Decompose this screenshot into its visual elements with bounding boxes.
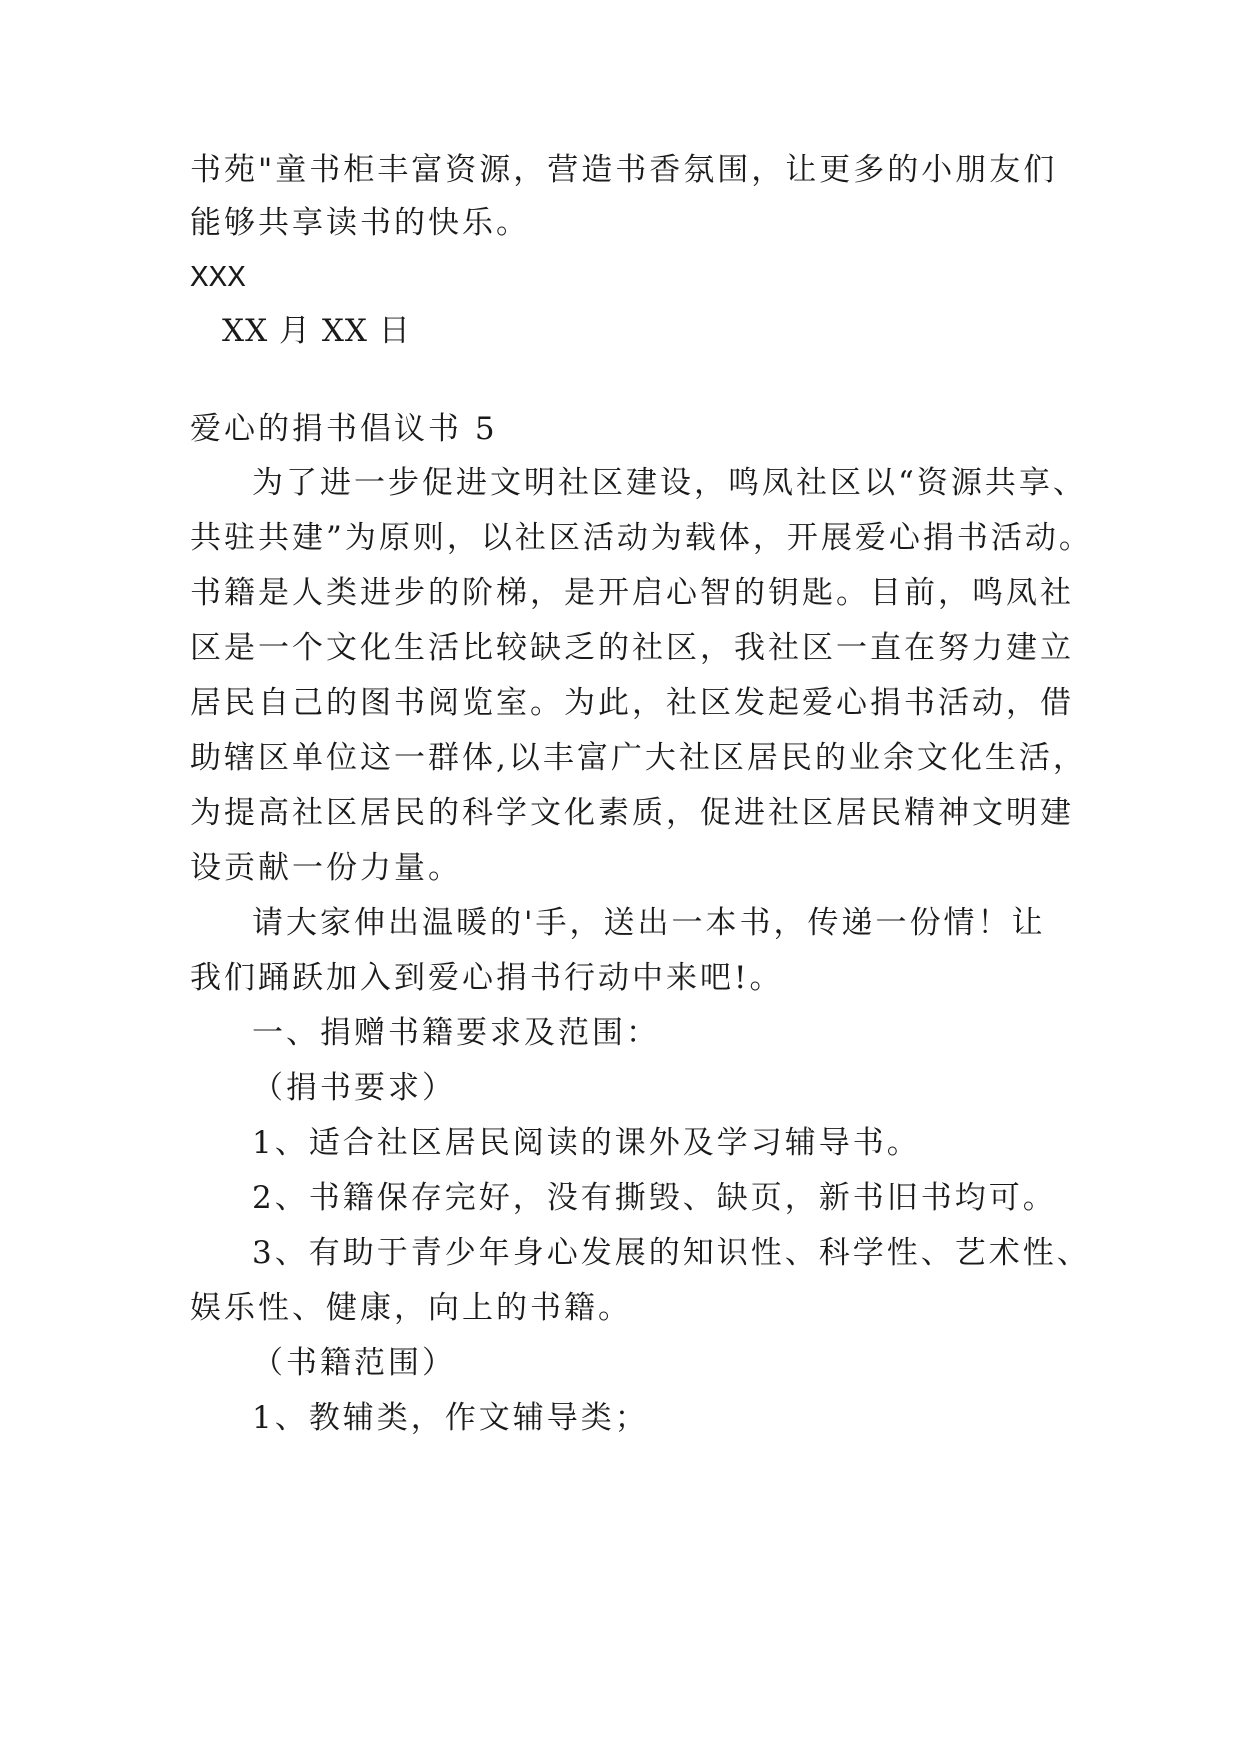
- continuation-line-2: 能够共享读书的快乐。: [190, 205, 530, 241]
- subheading-requirements: （捐书要求）: [252, 1070, 456, 1106]
- paragraph1-line-6: 助辖区单位这一群体,以丰富广大社区居民的业余文化生活，: [190, 740, 1087, 776]
- paragraph1-line-8: 设贡献一份力量。: [190, 850, 462, 886]
- signature-date: XX 月 XX 日: [222, 313, 411, 349]
- scope-item-1: 1、教辅类，作文辅导类；: [252, 1400, 649, 1436]
- paragraph2-line-1: 请大家伸出温暖的'手，送出一本书，传递一份情！让: [252, 905, 1046, 941]
- paragraph1-line-4: 区是一个文化生活比较缺乏的社区，我社区一直在努力建立: [190, 630, 1074, 666]
- paragraph1-line-1: 为了进一步促进文明社区建设，鸣凤社区以“资源共享、: [252, 465, 1087, 501]
- requirement-item-2: 2、书籍保存完好，没有撕毁、缺页，新书旧书均可。: [252, 1180, 1057, 1216]
- paragraph1-line-7: 为提高社区居民的科学文化素质，促进社区居民精神文明建: [190, 795, 1074, 831]
- paragraph1-line-5: 居民自己的图书阅览室。为此，社区发起爱心捐书活动，借: [190, 685, 1074, 721]
- requirement-item-1: 1、适合社区居民阅读的课外及学习辅导书。: [252, 1125, 921, 1161]
- paragraph1-line-2: 共驻共建”为原则，以社区活动为载体，开展爱心捐书活动。: [190, 520, 1093, 556]
- paragraph2-line-2: 我们踊跃加入到爱心捐书行动中来吧!。: [190, 960, 784, 996]
- section-title: 爱心的捐书倡议书 5: [190, 411, 498, 447]
- requirement-item-3-line-1: 3、有助于青少年身心发展的知识性、科学性、艺术性、: [252, 1235, 1091, 1271]
- heading-donation-requirements: 一、捐赠书籍要求及范围：: [252, 1015, 660, 1051]
- subheading-scope: （书籍范围）: [252, 1345, 456, 1381]
- requirement-item-3-line-2: 娱乐性、健康，向上的书籍。: [190, 1290, 632, 1326]
- paragraph1-line-3: 书籍是人类进步的阶梯，是开启心智的钥匙。目前，鸣凤社: [190, 575, 1074, 611]
- signature-name: XXX: [190, 261, 246, 296]
- continuation-line-1: 书苑"童书柜丰富资源，营造书香氛围，让更多的小朋友们: [190, 152, 1058, 188]
